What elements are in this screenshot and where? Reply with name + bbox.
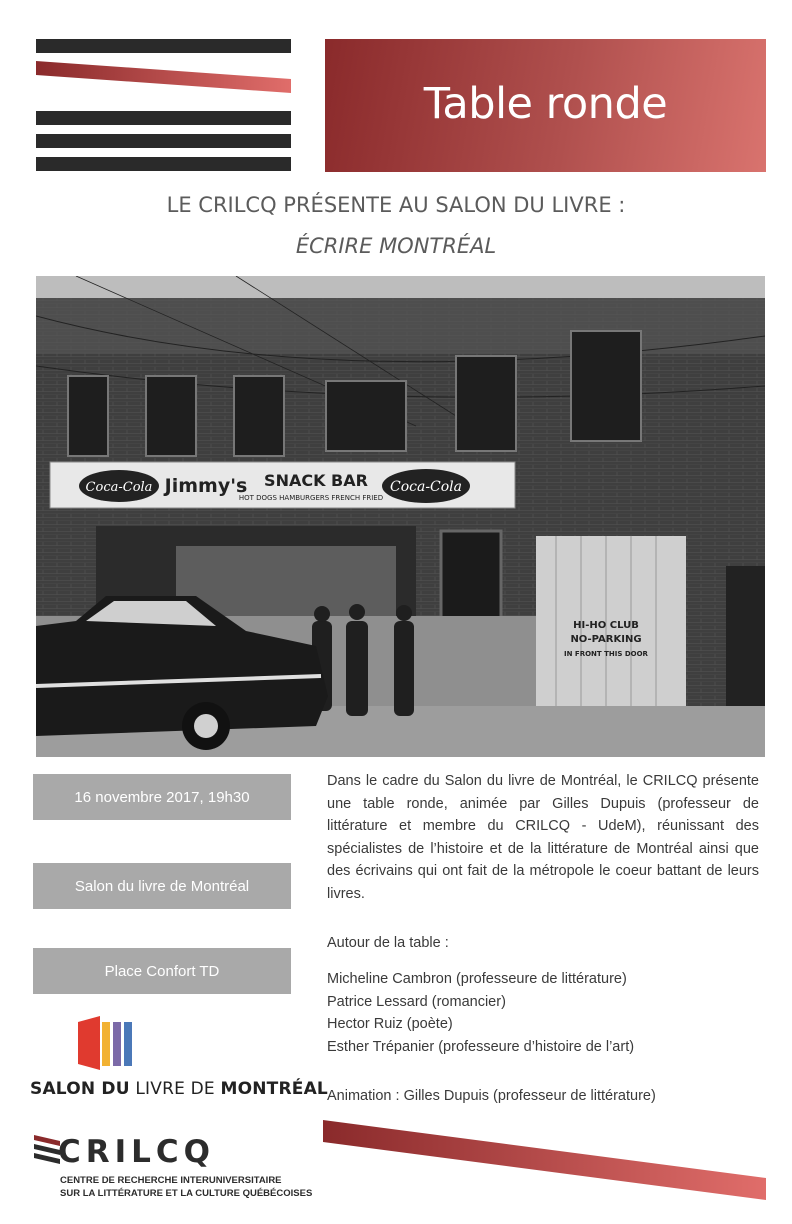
headline-subtitle: ÉCRIRE MONTRÉAL — [295, 234, 497, 258]
street-photo — [36, 276, 765, 757]
salon-du-livre-logo-text: SALON DU LIVRE DE MONTRÉAL — [30, 1079, 328, 1099]
crilcq-logo-text: CRILCQ — [58, 1134, 216, 1170]
sign-subtitle: HOT DOGS HAMBURGERS FRENCH FRIED — [238, 494, 384, 502]
table-label: Autour de la table : — [327, 935, 449, 951]
sign-cola-left: Coca-Cola — [85, 480, 153, 495]
sign-name: SNACK BAR — [264, 471, 368, 490]
participant-item: Hector Ruiz (poète) — [327, 1016, 453, 1032]
door-sign-line1: HI-HO CLUB — [573, 620, 639, 631]
event-venue-box — [33, 863, 291, 909]
headline-main: LE CRILCQ PRÉSENTE AU SALON DU LIVRE : — [166, 193, 626, 217]
sign-brand: Jimmy's — [164, 475, 248, 497]
header-stripe — [36, 39, 291, 53]
crilcq-logo-icon — [34, 1135, 60, 1167]
footer-red-stripe — [323, 1120, 766, 1200]
salon-du-livre-logo-icon — [78, 1016, 138, 1070]
door-sign-line2: NO-PARKING — [570, 634, 642, 645]
door-sign-line3: IN FRONT THIS DOOR — [564, 650, 648, 658]
header-red-stripe — [36, 61, 291, 93]
sign-cola-right: Coca-Cola — [389, 479, 463, 495]
event-description — [327, 770, 759, 905]
header-stripe — [36, 134, 291, 148]
crilcq-subtitle: CENTRE DE RECHERCHE INTERUNIVERSITAIRE SUR LA LITTÉRATURE ET LA CULTURE QUÉBÉCOISES — [60, 1175, 313, 1199]
event-venue: Salon du livre de Montréal — [74, 877, 250, 895]
event-date-box — [33, 774, 291, 820]
intro-paragraph: Dans le cadre du Salon du livre de Montréal, le CRILCQ présente une table ronde, animée par Gilles Dupuis (professeur de littérature et membre du CRILCQ - UdeM), réunissant des spécialistes de l’histoire et de la littérature de Montréal ainsi que des écrivains qui ont fait de la métropole le coeur battant de leurs livres. — [327, 773, 759, 902]
page-title: Table ronde — [423, 78, 668, 129]
header-stripe — [36, 111, 291, 125]
participant-item: Patrice Lessard (romancier) — [327, 993, 506, 1010]
participant-item: Esther Trépanier (professeure d’histoire de l’art) — [327, 1038, 635, 1055]
street-photo-illustration — [36, 276, 765, 757]
header-stripe — [36, 157, 291, 171]
animation-credit: Animation : Gilles Dupuis (professeur de littérature) — [327, 1088, 656, 1104]
event-place-box — [33, 948, 291, 994]
participant-item: Micheline Cambron (professeure de littérature) — [327, 971, 627, 987]
participants-list — [327, 968, 759, 1058]
title-banner — [325, 39, 766, 172]
event-date: 16 novembre 2017, 19h30 — [74, 788, 250, 806]
event-place: Place Confort TD — [104, 962, 220, 980]
